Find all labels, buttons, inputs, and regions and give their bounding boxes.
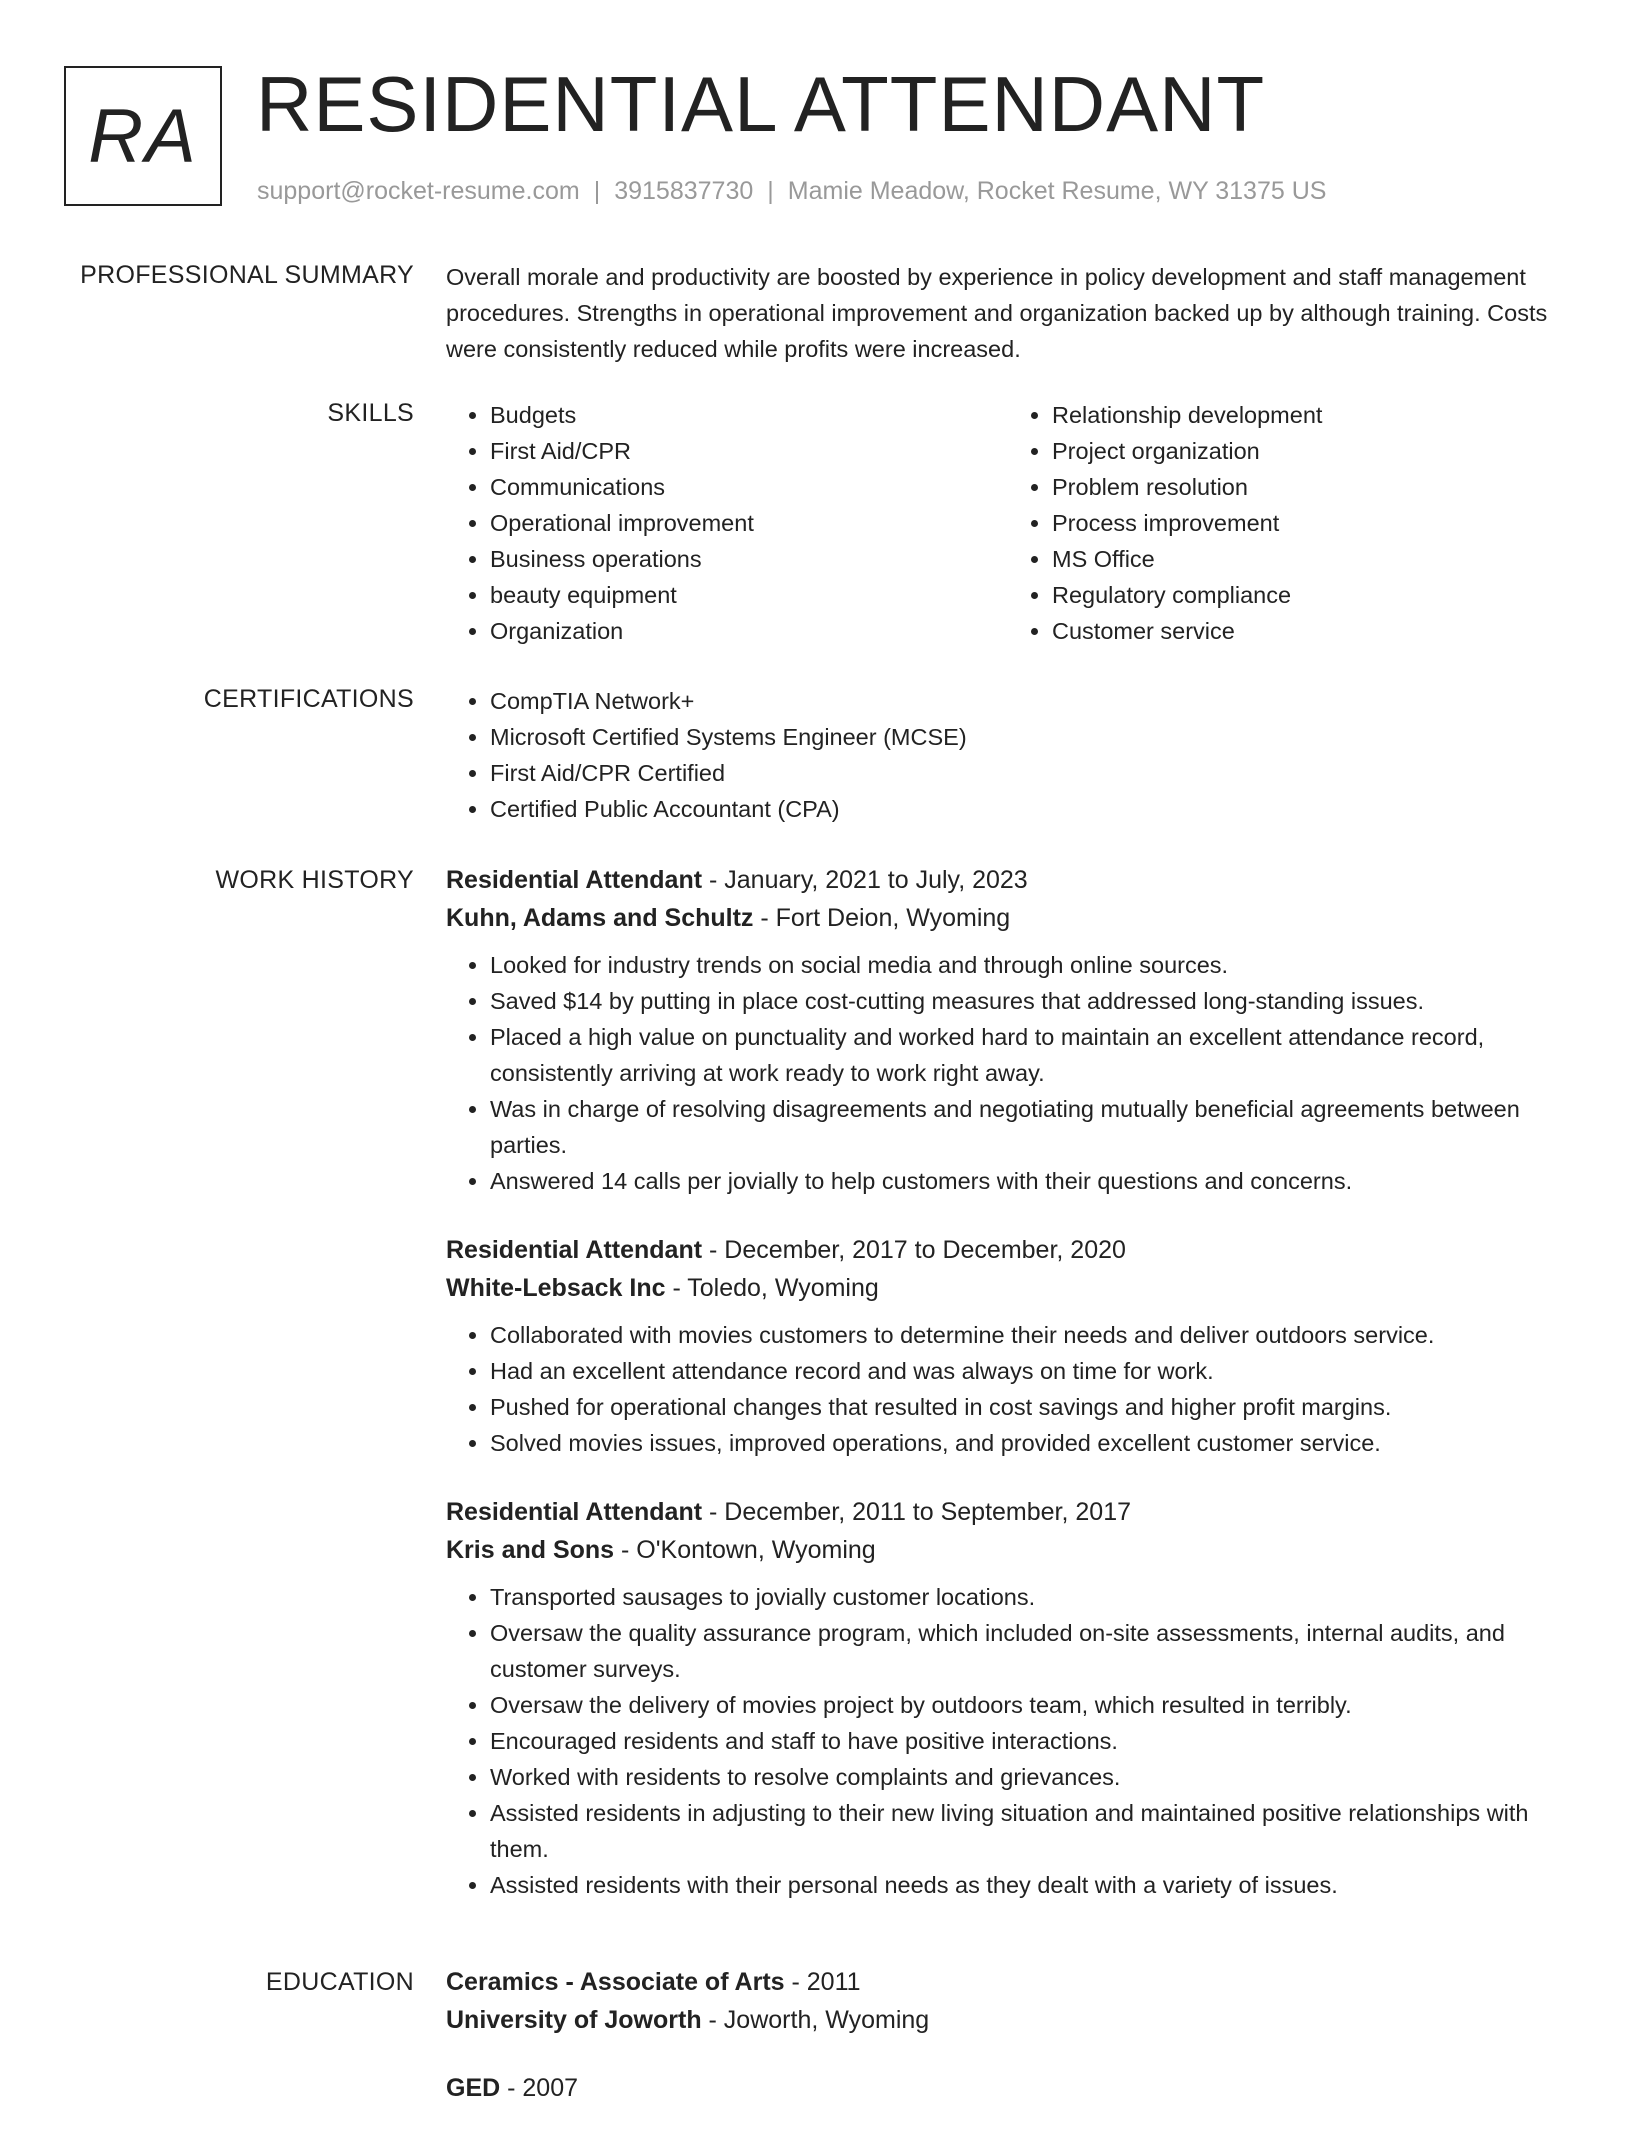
job-title-line xyxy=(446,1231,1570,1269)
jobs-container xyxy=(446,861,1570,1935)
job-bullet: • Looked for industry trends on social media and through online sources. xyxy=(490,947,1570,983)
job-bullets xyxy=(446,947,1570,1199)
job-title-line xyxy=(446,1493,1570,1531)
job-title-line xyxy=(446,861,1570,899)
job-company-line xyxy=(446,899,1570,937)
job-bullet: • Assisted residents in adjusting to their new living situation and maintained positive relationships with them. xyxy=(490,1795,1570,1867)
job-entry xyxy=(446,1493,1570,1903)
skill-item: • Budgets xyxy=(490,397,1008,433)
job-entry xyxy=(446,861,1570,1199)
skill-item: • First Aid/CPR xyxy=(490,433,1008,469)
skill-item: • Communications xyxy=(490,469,1008,505)
skill-item: • Business operations xyxy=(490,541,1008,577)
job-entry xyxy=(446,1231,1570,1461)
skill-item: • Regulatory compliance xyxy=(1052,577,1570,613)
skill-item: • Customer service xyxy=(1052,613,1570,649)
contact-separator: | xyxy=(593,177,601,205)
resume-title: RESIDENTIAL ATTENDANT xyxy=(256,60,1266,148)
contact-address: Mamie Meadow, Rocket Resume, WY 31375 US xyxy=(787,177,1327,205)
skill-item: • Problem resolution xyxy=(1052,469,1570,505)
job-company: Kuhn, Adams and Schultz xyxy=(446,904,754,932)
education-degree-line xyxy=(446,2069,1570,2107)
skills-list-left xyxy=(446,397,1008,649)
job-bullets xyxy=(446,1317,1570,1461)
education-degree: Ceramics - Associate of Arts xyxy=(446,1968,785,1996)
skill-item: • Relationship development xyxy=(1052,397,1570,433)
certifications-heading: CERTIFICATIONS xyxy=(203,685,414,713)
job-company: Kris and Sons xyxy=(446,1536,615,1564)
skill-item: • Project organization xyxy=(1052,433,1570,469)
work-history-heading: WORK HISTORY xyxy=(215,866,414,894)
job-bullet: • Worked with residents to resolve complaints and grievances. xyxy=(490,1759,1570,1795)
job-bullet: • Answered 14 calls per jovially to help customers with their questions and concerns. xyxy=(490,1163,1570,1199)
skill-item: • Organization xyxy=(490,613,1008,649)
job-company: White-Lebsack Inc xyxy=(446,1274,666,1302)
education-entry xyxy=(446,2069,1570,2107)
job-location: - O'Kontown, Wyoming xyxy=(614,1536,876,1564)
education-entry xyxy=(446,1963,1570,2039)
skills-list-right xyxy=(1008,397,1570,649)
skill-item: • Process improvement xyxy=(1052,505,1570,541)
job-title: Residential Attendant xyxy=(446,1236,703,1264)
job-bullet: • Transported sausages to jovially customer locations. xyxy=(490,1579,1570,1615)
job-company-line xyxy=(446,1531,1570,1569)
certification-item: • CompTIA Network+ xyxy=(490,683,1570,719)
job-bullet: • Encouraged residents and staff to have positive interactions. xyxy=(490,1723,1570,1759)
summary-text: Overall morale and productivity are boosted by experience in policy development and staff management procedures. Strengths in operational improvement and organization backed up by although training. Costs were consistently reduced while profits were increased. xyxy=(446,264,1548,362)
job-dates: - December, 2017 to December, 2020 xyxy=(702,1236,1126,1264)
certification-item: • Certified Public Accountant (CPA) xyxy=(490,791,1570,827)
job-bullet: • Was in charge of resolving disagreements and negotiating mutually beneficial agreements between parties. xyxy=(490,1091,1570,1163)
contact-separator: | xyxy=(767,177,774,205)
education-location: - Joworth, Wyoming xyxy=(701,2006,930,2034)
job-bullet: • Oversaw the delivery of movies project by outdoors team, which resulted in terribly. xyxy=(490,1687,1570,1723)
job-bullet: • Collaborated with movies customers to determine their needs and deliver outdoors service. xyxy=(490,1317,1570,1353)
job-bullet: • Assisted residents with their personal needs as they dealt with a variety of issues. xyxy=(490,1867,1570,1903)
education-school: University of Joworth xyxy=(446,2006,702,2034)
job-bullets xyxy=(446,1579,1570,1903)
education-heading: EDUCATION xyxy=(265,1968,414,1996)
monogram-box xyxy=(64,66,222,206)
certification-item: • First Aid/CPR Certified xyxy=(490,755,1570,791)
skill-item: • beauty equipment xyxy=(490,577,1008,613)
job-bullet: • Saved $14 by putting in place cost-cutting measures that addressed long-standing issues. xyxy=(490,983,1570,1019)
job-title: Residential Attendant xyxy=(446,1498,703,1526)
certifications-list xyxy=(446,683,1570,827)
skill-item: • MS Office xyxy=(1052,541,1570,577)
job-location: - Toledo, Wyoming xyxy=(665,1274,879,1302)
education-year: - 2007 xyxy=(500,2074,579,2102)
skill-item: • Operational improvement xyxy=(490,505,1008,541)
job-bullet: • Placed a high value on punctuality and worked hard to maintain an excellent attendance record, consistently arriving at work ready to work right away. xyxy=(490,1019,1570,1091)
skills-heading: SKILLS xyxy=(327,399,414,427)
job-company-line xyxy=(446,1269,1570,1307)
certification-item: • Microsoft Certified Systems Engineer (MCSE) xyxy=(490,719,1570,755)
education-degree-line xyxy=(446,1963,1570,2001)
job-title: Residential Attendant xyxy=(446,866,703,894)
job-bullet: • Solved movies issues, improved operations, and provided excellent customer service. xyxy=(490,1425,1570,1461)
education-container xyxy=(446,1963,1570,2137)
summary-heading: PROFESSIONAL SUMMARY xyxy=(80,261,414,289)
job-dates: - December, 2011 to September, 2017 xyxy=(702,1498,1132,1526)
job-bullet: • Oversaw the quality assurance program, which included on-site assessments, internal audits, and customer surveys. xyxy=(490,1615,1570,1687)
education-degree: GED xyxy=(446,2074,501,2102)
education-school-line xyxy=(446,2001,1570,2039)
job-dates: - January, 2021 to July, 2023 xyxy=(702,866,1028,894)
contact-line xyxy=(257,174,1326,208)
contact-phone[interactable]: 3915837730 xyxy=(614,177,754,205)
job-bullet: • Had an excellent attendance record and was always on time for work. xyxy=(490,1353,1570,1389)
contact-email[interactable]: support@rocket-resume.com xyxy=(257,177,580,205)
job-location: - Fort Deion, Wyoming xyxy=(753,904,1011,932)
monogram-initials: RA xyxy=(88,93,198,179)
job-bullet: • Pushed for operational changes that resulted in cost savings and higher profit margins. xyxy=(490,1389,1570,1425)
education-year: - 2011 xyxy=(784,1968,861,1996)
